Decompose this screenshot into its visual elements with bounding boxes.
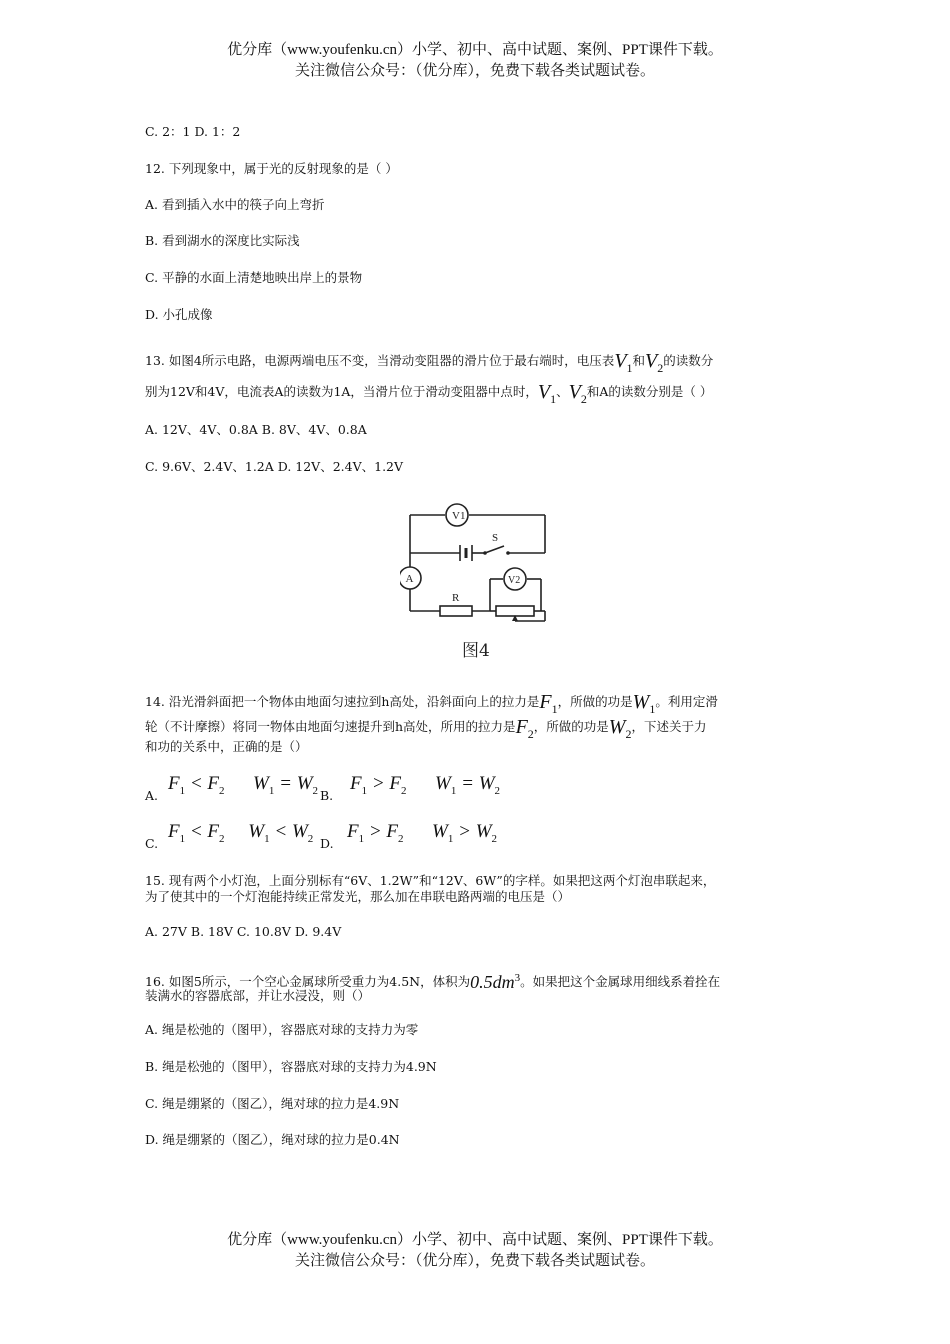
q16-stem-line-2: 装满水的容器底部，并让水浸没，则（）	[145, 988, 371, 1003]
q13-stem-line-1: 13. 如图4所示电路，电源两端电压不变，当滑动变阻器的滑片位于最右端时，电压表$V_1$和$V_2$的读数分	[145, 350, 714, 375]
f1-symbol: $F_1$	[539, 691, 558, 716]
q16-option-d: D. 绳是绷紧的（图乙），绳对球的拉力是0.4N	[145, 1132, 400, 1147]
q14-option-b-formula: $F_1 > F_2$ $W_1 = W_2$	[350, 773, 501, 797]
w2-symbol: $W_2$	[608, 716, 632, 741]
page-header	[0, 40, 950, 82]
q14-option-d-formula: $F_1 > F_2$ $W_1 > W_2$	[347, 821, 498, 845]
w1-symbol: $W_1$	[632, 691, 656, 716]
q12-option-a: A. 看到插入水中的筷子向上弯折	[145, 197, 325, 212]
q12-stem: 12. 下列现象中，属于光的反射现象的是（ ）	[145, 161, 398, 176]
q11-options-tail: C. 2：1 D. 1：2	[145, 124, 241, 139]
circuit-diagram-figure-4	[400, 503, 550, 663]
q16-option-c: C. 绳是绷紧的（图乙），绳对球的拉力是4.9N	[145, 1096, 400, 1111]
q14-option-b-letter: B.	[320, 788, 334, 803]
footer-line-2: 关注微信公众号：（优分库），免费下载各类试题试卷。	[294, 1253, 655, 1269]
volume-formula: $0.5dm^3$	[470, 972, 521, 992]
header-line-1: 优分库（www.youfenku.cn）小学、初中、高中试题、案例、PPT课件下载。	[227, 42, 723, 58]
q14-stem-line-3: 和功的关系中，正确的是（）	[145, 739, 308, 754]
header-line-2: 关注微信公众号：（优分库），免费下载各类试题试卷。	[294, 63, 655, 79]
v2-meter-label: V2	[508, 575, 521, 586]
q12-option-d: D. 小孔成像	[145, 307, 213, 322]
q15-stem-line-2: 为了使其中的一个灯泡能持续正常发光，那么加在串联电路两端的电压是（）	[145, 889, 571, 904]
q14-stem-line-1: 14. 沿光滑斜面把一个物体由地面匀速拉到h高处，沿斜面向上的拉力是$F_1$，所做的功是$W_1$。利用定滑	[145, 691, 718, 716]
q14-option-a-letter: A.	[145, 788, 159, 803]
page-footer	[0, 1230, 950, 1272]
resistor-label: R	[452, 592, 460, 604]
v1-symbol: $V_1$	[614, 350, 633, 375]
q12-option-c: C. 平静的水面上清楚地映出岸上的景物	[145, 270, 363, 285]
figure-caption: 图4	[462, 641, 490, 661]
v2-symbol: $V_2$	[645, 350, 664, 375]
q15-options: A. 27V B. 18V C. 10.8V D. 9.4V	[145, 924, 342, 939]
footer-line-1: 优分库（www.youfenku.cn）小学、初中、高中试题、案例、PPT课件下载。	[227, 1232, 723, 1248]
ammeter-label: A	[405, 573, 414, 585]
v1-symbol: $V_1$	[537, 381, 557, 406]
q14-stem-line-2: 轮（不计摩擦）将同一物体由地面匀速提升到h高处，所用的拉力是$F_2$，所做的功是$W_2$，下述关于力	[145, 716, 707, 741]
q15-stem-line-1: 15. 现有两个小灯泡，上面分别标有“6V、1.2W”和“12V、6W”的字样。如果把这两个灯泡串联起来，	[145, 873, 716, 888]
q16-option-a: A. 绳是松弛的（图甲），容器底对球的支持力为零	[145, 1022, 419, 1037]
q12-option-b: B. 看到湖水的深度比实际浅	[145, 233, 300, 248]
f2-symbol: $F_2$	[515, 716, 534, 741]
q14-option-d-letter: D.	[320, 836, 334, 851]
q14-option-a-formula: $F_1 < F_2$ $W_1 = W_2$	[168, 773, 319, 797]
q16-option-b: B. 绳是松弛的（图甲），容器底对球的支持力为4.9N	[145, 1059, 437, 1074]
q13-options-ab: A. 12V、4V、0.8A B. 8V、4V、0.8A	[145, 422, 367, 437]
switch-label: S	[492, 532, 499, 544]
q14-option-c-letter: C.	[145, 836, 159, 851]
q13-options-cd: C. 9.6V、2.4V、1.2A D. 12V、2.4V、1.2V	[145, 459, 404, 474]
q13-stem-line-2: 别为12V和4V，电流表A的读数为1A，当滑片位于滑动变阻器中点时，$V_1$、$V_2$和A的读数分别是（ ）	[145, 381, 713, 406]
q16-stem-line-1: 16. 如图5所示，一个空心金属球所受重力为4.5N，体积为$0.5dm^3$。如果把这个金属球用细线系着拴在	[145, 969, 810, 991]
v2-symbol: $V_2$	[568, 381, 587, 406]
v1-meter-label: V1	[452, 510, 466, 522]
q14-option-c-formula: $F_1 < F_2$ $W_1 < W_2$	[168, 821, 314, 845]
